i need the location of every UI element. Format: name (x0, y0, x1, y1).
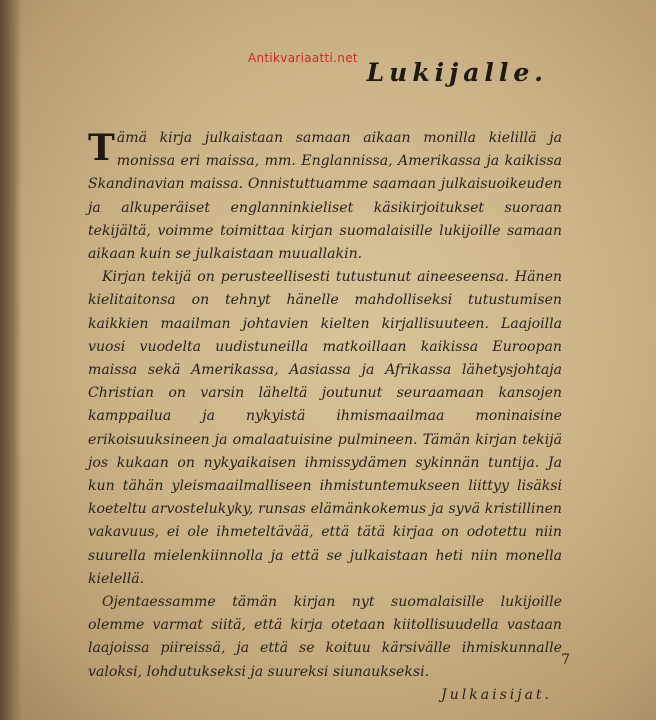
signature: Julkaisijat. (441, 686, 552, 703)
body-text (88, 127, 562, 703)
watermark-text: Antikvariaatti.net (248, 51, 358, 65)
page-number: 7 (561, 652, 570, 668)
paragraph-2: Kirjan tekijä on perusteellisesti tutustunut aineeseensa. Hänen kielitaitonsa on tehnyt hänelle mahdolliseksi tutustumisen kaikkien maailman johtavien kielten kirjallisuuteen. Laajoilla vuosi vuodelta uudistuneilla matkoillaan kaikissa Euroopan maissa sekä Amerikassa, Aasiassa ja Afrikassa lähetysjohtaja Christian on varsin läheltä joutunut seuraamaan kansojen kamppailua ja nykyistä ihmismaailmaa moninaisine erikoisuuksineen ja omalaatuisine pulmineen. Tämän kirjan tekijä jos kukaan on nykyaikaisen ihmissydämen sykinnän tuntija. Ja kun tähän yleismaailmalliseen ihmistuntemukseen liittyy lisäksi koeteltu arvostelukyky, runsas elämänkokemus ja syvä kristillinen vakavuus, ei ole ihmeteltävää, että tätä kirjaa on odotettu niin suurella mielenkiinnolla ja että se julkaistaan heti niin monella kielellä. (88, 269, 562, 587)
paragraph-3 (88, 591, 562, 684)
paragraph-1-text: ämä kirja julkaistaan samaan aikaan monilla kielillä ja monissa eri maissa, mm. Englannissa, Amerikassa ja kaikissa Skandinavian maissa. Onnistuttuamme saamaan julkaisuoikeuden ja alkuperäiset englanninkieliset käsikirjoitukset suoraan tekijältä, voimme toimittaa kirjan suomalaisille lukijoille samaan aikaan kuin se julkaistaan muuallakin. (88, 130, 562, 263)
page-heading: Lukijalle. (366, 58, 548, 87)
paragraph-1 (88, 127, 562, 266)
paragraph-3-text: Ojentaessamme tämän kirjan nyt suomalaisille lukijoille olemme varmat siitä, että kirja otetaan kiitollisuudella vastaan laajoissa piireissä, ja että se koituu kärsivälle ihmiskunnalle valoksi, lohdutukseksi ja suureksi siunaukseksi. (88, 594, 562, 680)
drop-cap: T (88, 127, 115, 169)
